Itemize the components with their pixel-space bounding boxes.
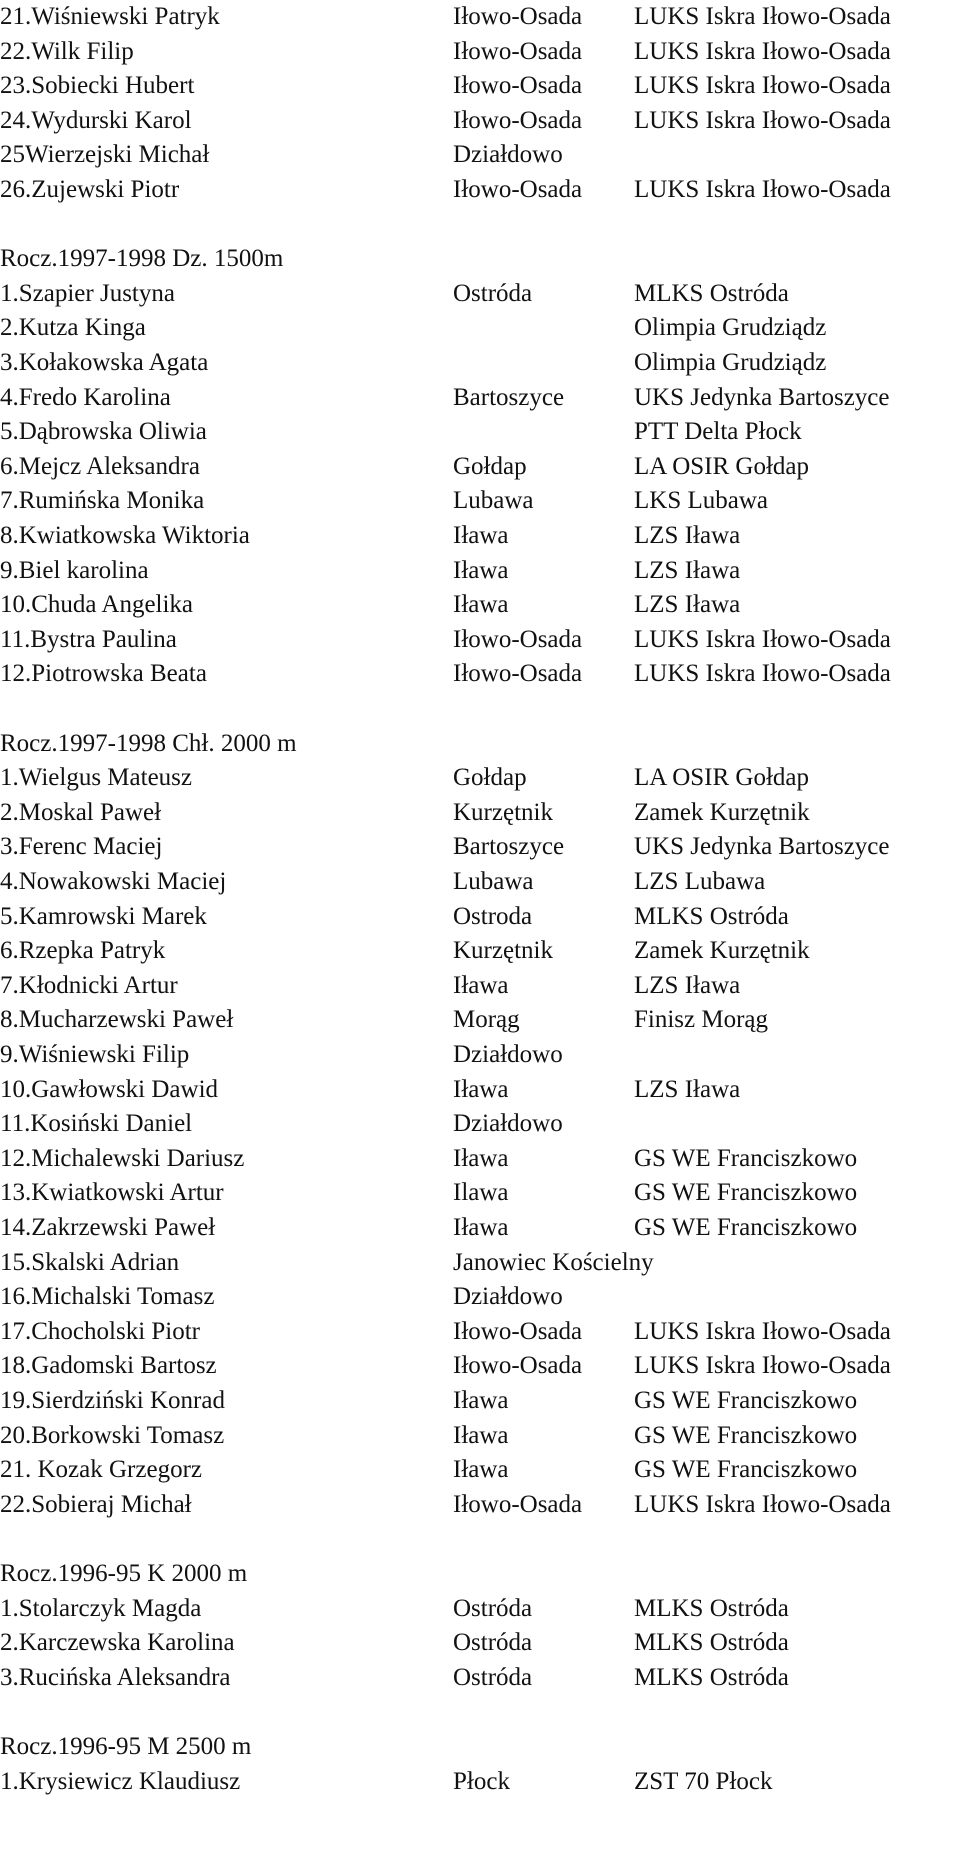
town: Działdowo	[453, 1283, 563, 1311]
town: Iłowo-Osada	[453, 1317, 583, 1345]
town: Działdowo	[453, 1041, 563, 1068]
athlete-name: 12.Michalewski Dariusz	[0, 1144, 245, 1172]
club: GS WE Franciszkowo	[634, 1421, 858, 1449]
club: Zamek Kurzętnik	[634, 937, 810, 965]
town: Iława	[453, 591, 509, 619]
town: Iłowo-Osada	[453, 625, 583, 653]
club: LZS Iława	[634, 522, 741, 549]
club: GS WE Franciszkowo	[634, 1387, 858, 1414]
athlete-name: 21. Kozak Grzegorz	[0, 1456, 202, 1484]
town: Gołdap	[453, 764, 527, 792]
athlete-name: 25Wierzejski Michał	[0, 141, 210, 169]
club: GS WE Franciszkowo	[634, 1179, 858, 1207]
club: LA OSIR Gołdap	[634, 452, 809, 480]
club: MLKS Ostróda	[634, 1663, 789, 1691]
club: PTT Delta Płock	[634, 418, 802, 446]
athlete-name: 6.Mejcz Aleksandra	[0, 452, 200, 480]
club: GS WE Franciszkowo	[634, 1456, 858, 1484]
club: MLKS Ostróda	[634, 1594, 789, 1622]
town: Iława	[453, 522, 509, 549]
athlete-name: 3.Kołakowska Agata	[0, 349, 209, 376]
town: Działdowo	[453, 1110, 563, 1138]
club: LZS Iława	[634, 971, 741, 999]
club: LZS Iława	[634, 1075, 741, 1103]
athlete-name: 21.Wiśniewski Patryk	[0, 3, 220, 30]
town: Iława	[453, 1214, 509, 1241]
athlete-name: 13.Kwiatkowski Artur	[0, 1179, 224, 1207]
athlete-name: 7.Kłodnicki Artur	[0, 971, 178, 999]
athlete-name: 4.Fredo Karolina	[0, 383, 171, 411]
section-heading: Rocz.1997-1998 Chł. 2000 m	[0, 729, 297, 757]
town: Bartoszyce	[453, 383, 565, 411]
town: Kurzętnik	[453, 798, 553, 826]
athlete-name: 8.Mucharzewski Paweł	[0, 1006, 234, 1034]
town: Iława	[453, 1387, 509, 1414]
town: Kurzętnik	[453, 937, 553, 965]
athlete-name: 3.Rucińska Aleksandra	[0, 1663, 231, 1691]
town: Ostroda	[453, 902, 533, 930]
town: Ostróda	[453, 1594, 533, 1622]
town: Morąg	[453, 1006, 520, 1034]
athlete-name: 5.Dąbrowska Oliwia	[0, 418, 207, 446]
club: LUKS Iskra Iłowo-Osada	[634, 72, 891, 100]
athlete-name: 2.Moskal Paweł	[0, 798, 162, 826]
club: LZS Iława	[634, 556, 741, 584]
athlete-name: 22.Wilk Filip	[0, 37, 134, 65]
athlete-name: 17.Chocholski Piotr	[0, 1317, 201, 1345]
club: LUKS Iskra Iłowo-Osada	[634, 1490, 891, 1518]
town: Ostróda	[453, 1629, 533, 1657]
athlete-name: 1.Szapier Justyna	[0, 279, 175, 307]
athlete-name: 4.Nowakowski Maciej	[0, 868, 227, 895]
club: Olimpia Grudziądz	[634, 314, 827, 342]
athlete-name: 11.Bystra Paulina	[0, 625, 177, 653]
athlete-name: 3.Ferenc Maciej	[0, 833, 163, 861]
athlete-name: 1.Stolarczyk Magda	[0, 1594, 202, 1622]
town: Iłowo-Osada	[453, 1352, 583, 1380]
town: Płock	[453, 1767, 510, 1795]
section-heading: Rocz.1997-1998 Dz. 1500m	[0, 245, 284, 273]
athlete-name: 9.Wiśniewski Filip	[0, 1041, 190, 1068]
town: Iłowo-Osada	[453, 660, 583, 688]
club: MLKS Ostróda	[634, 279, 789, 307]
club: Olimpia Grudziądz	[634, 349, 827, 376]
town: Iłowo-Osada	[453, 3, 583, 30]
athlete-name: 10.Chuda Angelika	[0, 591, 194, 619]
town: Gołdap	[453, 452, 527, 480]
athlete-name: 24.Wydurski Karol	[0, 106, 192, 134]
town: Działdowo	[453, 141, 563, 169]
town: Iłowo-Osada	[453, 106, 583, 134]
club: LUKS Iskra Iłowo-Osada	[634, 1317, 891, 1345]
town: Iława	[453, 1456, 509, 1484]
club: MLKS Ostróda	[634, 902, 789, 930]
club: LZS Iława	[634, 591, 741, 619]
town: Lubawa	[453, 868, 534, 895]
athlete-name: 12.Piotrowska Beata	[0, 660, 207, 688]
club: GS WE Franciszkowo	[634, 1144, 858, 1172]
athlete-name: 7.Rumińska Monika	[0, 487, 205, 515]
club: LA OSIR Gołdap	[634, 764, 809, 792]
town: Bartoszyce	[453, 833, 565, 861]
club: UKS Jedynka Bartoszyce	[634, 383, 890, 411]
athlete-name: 15.Skalski Adrian	[0, 1248, 180, 1276]
athlete-name: 14.Zakrzewski Paweł	[0, 1214, 216, 1241]
town: Iława	[453, 556, 509, 584]
town: Iława	[453, 1421, 509, 1449]
athlete-name: 5.Kamrowski Marek	[0, 902, 207, 930]
athlete-name: 2.Kutza Kinga	[0, 314, 146, 342]
athlete-name: 11.Kosiński Daniel	[0, 1110, 193, 1138]
town: Iława	[453, 971, 509, 999]
athlete-name: 9.Biel karolina	[0, 556, 149, 584]
athlete-name: 10.Gawłowski Dawid	[0, 1075, 219, 1103]
town: Iława	[453, 1144, 509, 1172]
section-heading: Rocz.1996-95 K 2000 m	[0, 1560, 248, 1587]
club: LUKS Iskra Iłowo-Osada	[634, 660, 891, 688]
town: Ilawa	[453, 1179, 509, 1207]
athlete-name: 26.Zujewski Piotr	[0, 176, 180, 203]
club: ZST 70 Płock	[634, 1767, 773, 1795]
town: Iłowo-Osada	[453, 176, 583, 203]
club: LUKS Iskra Iłowo-Osada	[634, 3, 891, 30]
club: GS WE Franciszkowo	[634, 1214, 858, 1241]
club: LUKS Iskra Iłowo-Osada	[634, 106, 891, 134]
athlete-name: 18.Gadomski Bartosz	[0, 1352, 217, 1380]
athlete-name: 6.Rzepka Patryk	[0, 937, 166, 965]
club: UKS Jedynka Bartoszyce	[634, 833, 890, 861]
athlete-name: 20.Borkowski Tomasz	[0, 1421, 225, 1449]
town: Iława	[453, 1075, 509, 1103]
town: Lubawa	[453, 487, 534, 515]
club: Finisz Morąg	[634, 1006, 769, 1034]
town: Iłowo-Osada	[453, 1490, 583, 1518]
athlete-name: 22.Sobieraj Michał	[0, 1490, 192, 1518]
athlete-name: 19.Sierdziński Konrad	[0, 1387, 225, 1414]
town: Janowiec Kościelny	[453, 1248, 654, 1276]
athlete-name: 2.Karczewska Karolina	[0, 1629, 235, 1657]
club: LUKS Iskra Iłowo-Osada	[634, 37, 891, 65]
town: Ostróda	[453, 1663, 533, 1691]
club: LKS Lubawa	[634, 487, 768, 515]
town: Iłowo-Osada	[453, 72, 583, 100]
athlete-name: 1.Krysiewicz Klaudiusz	[0, 1767, 241, 1795]
town: Ostróda	[453, 279, 533, 307]
club: LUKS Iskra Iłowo-Osada	[634, 176, 891, 203]
athlete-name: 23.Sobiecki Hubert	[0, 72, 195, 100]
club: MLKS Ostróda	[634, 1629, 789, 1657]
athlete-name: 1.Wielgus Mateusz	[0, 764, 193, 792]
town: Iłowo-Osada	[453, 37, 583, 65]
club: LUKS Iskra Iłowo-Osada	[634, 1352, 891, 1380]
section-heading: Rocz.1996-95 M 2500 m	[0, 1733, 252, 1760]
club: Zamek Kurzętnik	[634, 798, 810, 826]
club: LUKS Iskra Iłowo-Osada	[634, 625, 891, 653]
club: LZS Lubawa	[634, 868, 766, 895]
athlete-name: 8.Kwiatkowska Wiktoria	[0, 522, 250, 549]
athlete-name: 16.Michalski Tomasz	[0, 1283, 215, 1311]
